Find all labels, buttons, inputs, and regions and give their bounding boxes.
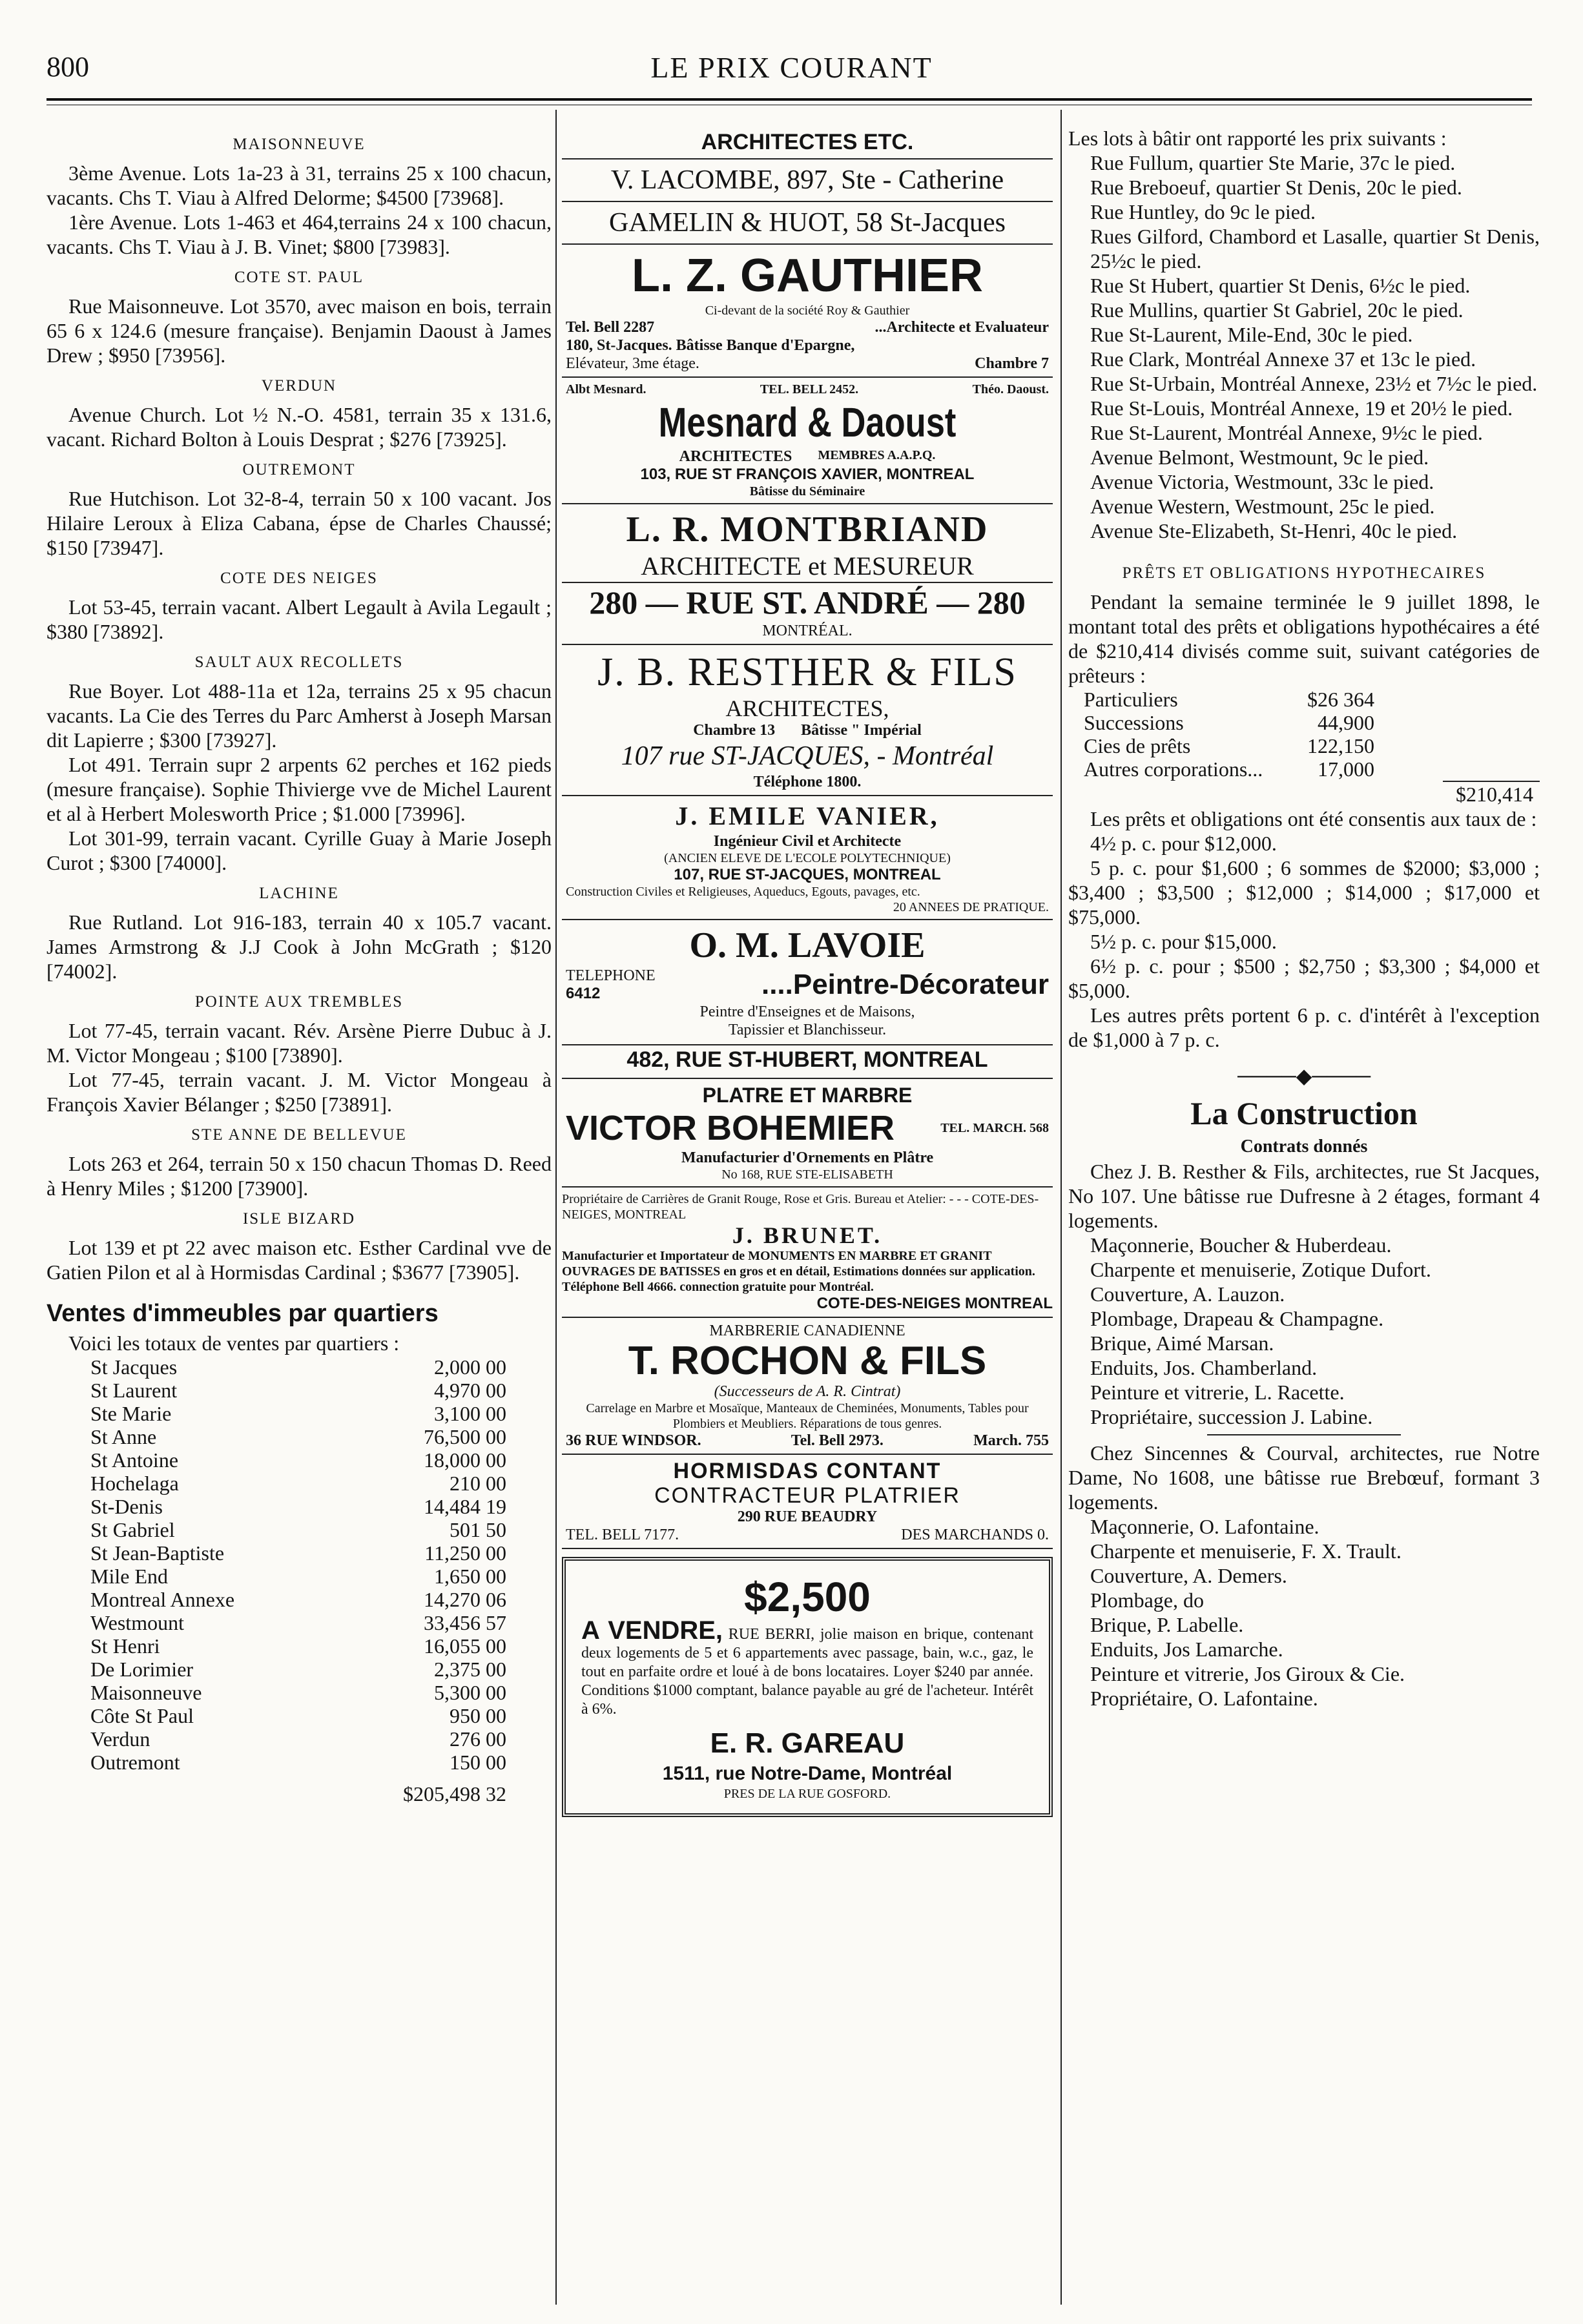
section-title: COTE ST. PAUL [234,269,364,286]
contract-entry: Couverture, A. Lauzon. [1090,1282,1285,1306]
ventes-row [47,1611,552,1634]
lot-price-entry: Rue Fullum, quartier Ste Marie, 37c le pied. [1090,151,1456,174]
montbriand-name: L. R. MONTBRIAND [626,509,989,550]
ad-rochon [562,1318,1053,1455]
contract-entry: Maçonnerie, Boucher & Huberdeau. [1090,1233,1392,1257]
mesnard-left: Albt Mesnard. [566,382,647,396]
resther-role: ARCHITECTES, [725,695,889,721]
transaction-entry: Rue Rutland. Lot 916-183, terrain 40 x 105.7 vacant. James Armstrong & J.J Cook à John McGrath ; $120 [74002]. [47,910,552,983]
lot-price-entry: Rue Breboeuf, quartier St Denis, 20c le pied. [1090,176,1462,199]
ventes-name: St Laurent [90,1379,178,1402]
rochon-desc: Carrelage en Marbre et Mosaïque, Manteaux de Cheminées, Monuments, Tables pour Plombiers et Meubliers. Réparations de tous genres. [586,1401,1029,1431]
ventes-value: 150 00 [450,1751,506,1774]
ventes-value: 4,970 00 [434,1379,506,1402]
prets-category: Successions [1084,711,1184,734]
section-title: MAISONNEUVE [233,136,366,153]
prets-title: PRÊTS ET OBLIGATIONS HYPOTHECAIRES [1122,564,1486,582]
lavoie-addr: 482, RUE ST-HUBERT, MONTREAL [562,1044,1053,1074]
ventes-name: St Henri [90,1634,160,1658]
transaction-entry: 3ème Avenue. Lots 1a-23 à 31, terrains 25 x 100 chacun, vacants. Chs T. Viau à Alfred Delorme; $4500 [73968]. [47,161,552,209]
header-rule [47,98,1532,101]
prets-value: 44,900 [1318,711,1374,734]
lot-price-entry: Avenue Belmont, Westmount, 9c le pied. [1090,446,1429,469]
lot-price-entry: Rue St-Laurent, Montréal Annexe, 9½c le pied. [1090,421,1483,444]
ventes-value: 16,055 00 [424,1634,506,1658]
lavoie-row [562,967,1053,1003]
contract-entry: Enduits, Jos Lamarche. [1090,1638,1283,1661]
ventes-name: Outremont [90,1751,180,1774]
resther-addr: 107 rue ST-JACQUES, - Montréal [621,741,994,771]
contant-role: CONTRACTEUR PLATRIER [654,1483,960,1508]
taux-entry: 6½ p. c. pour ; $500 ; $2,750 ; $3,300 ; $4,000 et $5,000. [1068,954,1540,1002]
vanier-annees: 20 ANNEES DE PRATIQUE. [893,900,1049,914]
prets-row [1084,734,1420,757]
ventes-intro: Voici les totaux de ventes par quartiers : [68,1332,400,1355]
prets-table [1084,688,1420,781]
brunet-desc: Manufacturier et Importateur de MONUMENTS EN MARBRE ET GRANIT OUVRAGES DE BATISSES en gros et en détail, Estimations données sur application. Téléphone Bell 4666. connection gratuite pour Montréal. [562,1249,1035,1294]
ventes-name: St Jean-Baptiste [90,1541,225,1565]
transaction-entry: 1ère Avenue. Lots 1-463 et 464,terrains 24 x 100 chacun, vacants. Chs T. Viau à J. B. Vinet; $800 [73983]. [47,211,552,258]
taux-intro: Les prêts et obligations ont été consentis aux taux de : [1090,807,1537,830]
ventes-value: 501 50 [450,1518,506,1541]
transaction-entry: Lot 53-45, terrain vacant. Albert Legault à Avila Legault ; $380 [73892]. [47,595,552,643]
ventes-value: 76,500 00 [424,1425,506,1448]
bohemier-tel: TEL. MARCH. 568 [940,1121,1049,1135]
ventes-row [47,1472,552,1495]
transaction-entry: Rue Hutchison. Lot 32-8-4, terrain 50 x 100 vacant. Jos Hilaire Leroux à Eliza Cabana, épse de Charles Chaussé; $150 [73947]. [47,487,552,559]
contract-entry: Plombage, Drapeau & Champagne. [1090,1307,1384,1330]
contract-entry: Brique, P. Labelle. [1090,1613,1244,1636]
ventes-name: Ste Marie [90,1402,172,1425]
bohemier-role: Manufacturier d'Ornements en Plâtre [681,1149,934,1166]
ad-vanier [562,796,1053,920]
column-2 [562,126,1053,2305]
bohemier-heading: PLATRE ET MARBRE [702,1084,913,1107]
taux-entry: 5 p. c. pour $1,600 ; 6 sommes de $2000; $3,000 ; $3,400 ; $3,500 ; $12,000 ; $14,000 ; $17,000 et $75,000. [1068,856,1540,929]
ad-gauthier [562,245,1053,378]
ventes-row [47,1588,552,1611]
contract-entry: Plombage, do [1090,1589,1204,1612]
ventes-row [47,1681,552,1704]
contrat2-list [1068,1514,1540,1711]
page-number: 800 [47,51,89,83]
section-title: SAULT AUX RECOLLETS [194,653,404,671]
column-3 [1068,126,1540,2305]
resther-chambre: Chambre 13 [693,722,776,739]
lot-price-entry: Rue St-Urbain, Montréal Annexe, 23½ et 7½c le pied. [1090,372,1538,395]
contant-row [562,1526,1053,1544]
lot-price-entry: Rues Gilford, Chambord et Lasalle, quartier St Denis, 25½c le pied. [1090,225,1540,273]
gauthier-role: ...Architecte et Evaluateur [874,319,1049,336]
transaction-entry: Avenue Church. Lot ½ N.-O. 4581, terrain 35 x 131.6, vacant. Richard Bolton à Louis Desprat ; $276 [73925]. [47,403,552,451]
prets-row [1084,688,1420,711]
contract-entry: Maçonnerie, O. Lafontaine. [1090,1515,1319,1538]
mesnard-top-row [562,382,1053,397]
taux-outro: Les autres prêts portent 6 p. c. d'intérêt à l'exception de $1,000 à 7 p. c. [1068,1003,1540,1051]
ventes-row [47,1379,552,1402]
contant-march: DES MARCHANDS 0. [901,1527,1049,1543]
lots-intro: Les lots à bâtir ont rapporté les prix suivants : [1068,127,1447,150]
transactions-list [47,132,552,1284]
prets-row [1084,757,1420,781]
architectes-heading: ARCHITECTES ETC. [562,126,1053,159]
ventes-row [47,1495,552,1518]
gauthier-addr: 180, St-Jacques. Bâtisse Banque d'Epargne, [566,337,855,354]
ad-contant [562,1455,1053,1549]
ventes-name: St Anne [90,1425,157,1448]
vanier-role: Ingénieur Civil et Architecte [713,833,902,850]
ventes-name: Mile End [90,1565,168,1588]
ventes-row [47,1565,552,1588]
ventes-name: Westmount [90,1611,184,1634]
transaction-entry: Lot 77-45, terrain vacant. Rév. Arsène Pierre Dubuc à J. M. Victor Mongeau ; $100 [73890]. [47,1019,552,1067]
ventes-row [47,1448,552,1472]
contract-entry: Propriétaire, O. Lafontaine. [1090,1687,1318,1710]
contract-entry: Peinture et vitrerie, Jos Giroux & Cie. [1090,1662,1405,1685]
prets-category: Cies de prêts [1084,734,1191,757]
ventes-value: 2,375 00 [434,1658,506,1681]
contract-entry: Peinture et vitrerie, L. Racette. [1090,1381,1345,1404]
rochon-heading: MARBRERIE CANADIENNE [709,1322,905,1339]
ventes-name: St Jacques [90,1355,178,1379]
prets-category: Particuliers [1084,688,1178,711]
transaction-entry: Lot 139 et pt 22 avec maison etc. Esther Cardinal vve de Gatien Pilon et al à Hormisdas Cardinal ; $3677 [73905]. [47,1236,552,1284]
vanier-name: J. EMILE VANIER, [675,801,940,830]
lot-price-entry: Rue Huntley, do 9c le pied. [1090,200,1316,223]
vanier-cons: Construction Civiles et Religieuses, Aqueducs, Egouts, pavages, etc. [566,885,920,899]
ventes-name: Verdun [90,1727,150,1751]
vendre-title: A VENDRE, [581,1616,723,1645]
lavoie-role: ....Peintre-Décorateur [761,969,1049,1000]
lot-price-entry: Rue Clark, Montréal Annexe 37 et 13c le pied. [1090,347,1476,371]
mesnard-members: MEMBRES A.A.P.Q. [818,448,936,462]
rochon-addr: 36 RUE WINDSOR. [566,1432,701,1449]
ad-a-vendre [562,1557,1053,1817]
ventes-value: 14,270 06 [424,1588,506,1611]
vanier-ancien: (ANCIEN ELEVE DE L'ECOLE POLYTECHNIQUE) [664,851,951,865]
ad-bohemier [562,1079,1053,1188]
bohemier-row [562,1107,1053,1149]
ventes-value: 33,456 57 [424,1611,506,1634]
ventes-total: $205,498 32 [403,1782,506,1805]
gauthier-name: L. Z. GAUTHIER [632,250,983,302]
brunet-name: J. BRUNET. [732,1222,883,1248]
section-title: ISLE BIZARD [242,1210,356,1228]
lavoie-tel-block [566,967,656,1003]
vendre-addr: 1511, rue Notre-Dame, Montréal [662,1763,953,1784]
gauthier-tel: Tel. Bell 2287 [566,319,655,336]
mesnard-bat: Bâtisse du Séminaire [749,484,865,499]
gauthier-chambre: Chambre 7 [975,355,1049,372]
montbriand-role: ARCHITECTE et MESUREUR [641,551,974,581]
ventes-value: 1,650 00 [434,1565,506,1588]
gauthier-elev: Elévateur, 3me étage. [566,355,699,372]
section-title: OUTREMONT [242,461,356,478]
transaction-entry: Lot 491. Terrain supr 2 arpents 62 perches et 162 pieds (mesure française). Sophie Thivierge vve de Michel Laurent et al à Herbert Molesworth Price ; $1.000 [73996]. [47,753,552,825]
taux-list [1068,831,1540,1003]
ventes-row [47,1541,552,1565]
rochon-row [562,1432,1053,1450]
contract-entry: Couverture, A. Demers. [1090,1564,1287,1587]
ventes-name: Hochelaga [90,1472,179,1495]
resther-row [562,721,1053,739]
montbriand-addr: 280 — RUE ST. ANDRÉ — 280 [562,582,1053,622]
lots-list [1068,150,1540,543]
contract-entry: Brique, Aimé Marsan. [1090,1332,1274,1355]
ventes-value: 276 00 [450,1727,506,1751]
brunet-intro: Propriétaire de Carrières de Granit Rouge, Rose et Gris. Bureau et Atelier: - - - COTE-DES-NEIGES, MONTREAL [562,1192,1039,1222]
mesnard-role: ARCHITECTES [679,448,792,465]
lavoie-tel-num: 6412 [566,985,601,1002]
column-divider-2 [1061,110,1062,2305]
lot-price-entry: Rue St-Louis, Montréal Annexe, 19 et 20½ le pied. [1090,396,1513,420]
ventes-value: 950 00 [450,1704,506,1727]
ad-lavoie [562,920,1053,1079]
contant-name: HORMISDAS CONTANT [673,1459,942,1483]
rochon-name: T. ROCHON & FILS [628,1339,987,1383]
prets-category: Autres corporations... [1084,757,1263,781]
bohemier-name: VICTOR BOHEMIER [566,1109,895,1147]
section-title: VERDUN [261,377,337,395]
lavoie-desc1: Peintre d'Enseignes et de Maisons, [699,1003,915,1020]
ventes-value: 11,250 00 [424,1541,506,1565]
ad-brunet [562,1188,1053,1318]
mesnard-role-row [562,447,1053,466]
montbriand-city: MONTRÉAL. [762,622,853,639]
lot-price-entry: Avenue Victoria, Westmount, 33c le pied. [1090,470,1434,493]
ventes-name: Maisonneuve [90,1681,202,1704]
prets-row [1084,711,1420,734]
ventes-table [47,1355,552,1774]
ventes-value: 210 00 [450,1472,506,1495]
ventes-row [47,1634,552,1658]
lavoie-desc2: Tapissier et Blanchisseur. [728,1022,887,1038]
resther-tel: Téléphone 1800. [753,774,862,790]
ventes-value: 2,000 00 [434,1355,506,1379]
ventes-title: Ventes d'immeubles par quartiers [47,1300,439,1327]
lot-price-entry: Rue Mullins, quartier St Gabriel, 20c le pied. [1090,298,1464,322]
vendre-price: $2,500 [744,1574,871,1620]
lot-price-entry: Rue St Hubert, quartier St Denis, 6½c le pied. [1090,274,1471,297]
ventes-name: St Antoine [90,1448,179,1472]
ad-mesnard [562,378,1053,504]
contract-entry: Charpente et menuiserie, F. X. Trault. [1090,1539,1402,1563]
prets-value: $26 364 [1307,688,1374,711]
section-title: COTE DES NEIGES [220,570,378,587]
section-title: POINTE AUX TREMBLES [194,993,404,1011]
ventes-row [47,1751,552,1774]
vendre-body [581,1616,1033,1719]
ventes-value: 5,300 00 [434,1681,506,1704]
section-title: STE ANNE DE BELLEVUE [191,1126,407,1144]
rochon-tel: Tel. Bell 2973. [791,1432,884,1449]
ventes-name: Côte St Paul [90,1704,194,1727]
vendre-pres: PRES DE LA RUE GOSFORD. [723,1787,891,1801]
ventes-name: St Gabriel [90,1518,175,1541]
column-1 [47,126,552,2305]
mesnard-addr: 103, RUE ST FRANÇOIS XAVIER, MONTREAL [640,466,975,483]
resther-bat: Bâtisse " Impérial [801,722,922,739]
contrat1-intro: Chez J. B. Resther & Fils, architectes, rue St Jacques, No 107. Une bâtisse rue Dufresne à 2 étages, formant 4 logements. [1068,1160,1540,1232]
contract-entry: Propriétaire, succession J. Labine. [1090,1405,1373,1428]
lot-price-entry: Rue St-Laurent, Mile-End, 30c le pied. [1090,323,1413,346]
transaction-entry: Rue Maisonneuve. Lot 3570, avec maison en bois, terrain 65 6 x 124.6 (mesure française). Benjamin Daoust à James Drew ; $950 [73956]. [47,294,552,367]
prets-intro: Pendant la semaine terminée le 9 juillet 1898, le montant total des prêts et obligations hypothécaires a été de $210,414 divisés comme suit, suivant catégories de prêteurs : [1068,590,1540,687]
taux-entry: 4½ p. c. pour $12,000. [1090,832,1277,855]
ventes-row [47,1355,552,1379]
ventes-value: 18,000 00 [424,1448,506,1472]
transaction-entry: Lots 263 et 264, terrain 50 x 150 chacun Thomas D. Reed à Henry Miles ; $1200 [73900]. [47,1152,552,1200]
contract-entry: Charpente et menuiserie, Zotique Dufort. [1090,1258,1431,1281]
ventes-value: 14,484 19 [424,1495,506,1518]
construction-title: La Construction [1190,1095,1418,1131]
ventes-row [47,1425,552,1448]
resther-name: J. B. RESTHER & FILS [597,650,1017,694]
ad-montbriand [562,504,1053,645]
brunet-city: COTE-DES-NEIGES MONTREAL [816,1295,1053,1312]
ventes-value: 3,100 00 [434,1402,506,1425]
rochon-march: March. 755 [973,1432,1049,1449]
ventes-row [47,1704,552,1727]
gauthier-elev-row [562,355,1053,373]
ventes-row [47,1658,552,1681]
ventes-name: Montreal Annexe [90,1588,235,1611]
transaction-entry: Lot 301-99, terrain vacant. Cyrille Guay à Marie Joseph Curot ; $300 [74000]. [47,827,552,874]
ad-lacombe: V. LACOMBE, 897, Ste - Catherine [562,159,1053,202]
ad-resther [562,645,1053,796]
gauthier-tel-row [562,318,1053,336]
column-divider-1 [555,110,557,2305]
mesnard-tel: TEL. BELL 2452. [760,382,859,396]
lot-price-entry: Avenue Western, Westmount, 25c le pied. [1090,495,1435,518]
mesnard-right: Théo. Daoust. [972,382,1049,396]
page-title: LE PRIX COURANT [650,51,933,84]
vanier-addr: 107, RUE ST-JACQUES, MONTREAL [674,866,941,883]
rochon-succ: (Successeurs de A. R. Cintrat) [714,1383,901,1400]
gauthier-sub: Ci-devant de la société Roy & Gauthier [705,303,910,318]
contrat1-list [1068,1233,1540,1429]
ventes-name: De Lorimier [90,1658,194,1681]
ornament-divider: ────◆──── [1237,1064,1371,1087]
ventes-name: St-Denis [90,1495,163,1518]
contant-tel: TEL. BELL 7177. [566,1527,679,1543]
ventes-row [47,1518,552,1541]
ad-gamelin: GAMELIN & HUOT, 58 St-Jacques [562,202,1053,245]
mesnard-name: Mesnard & Daoust [658,399,957,446]
bohemier-addr: No 168, RUE STE-ELISABETH [721,1167,893,1182]
vendre-agent: E. R. GAREAU [710,1727,905,1759]
section-title: LACHINE [259,885,339,902]
contrats-title: Contrats donnés [1240,1136,1368,1157]
transaction-entry: Lot 77-45, terrain vacant. J. M. Victor Mongeau à François Xavier Bélanger ; $250 [73891]. [47,1068,552,1116]
prets-total: $210,414 [1443,781,1540,807]
page-header [0,50,1583,89]
ventes-row [47,1402,552,1425]
lot-price-entry: Avenue Ste-Elizabeth, St-Henri, 40c le pied. [1090,519,1458,542]
lavoie-name: O. M. LAVOIE [689,925,926,965]
taux-entry: 5½ p. c. pour $15,000. [1090,930,1277,953]
vendre-text: RUE BERRI, jolie maison en brique, contenant deux logements de 5 et 6 appartements avec passage, bain, w.c., gaz, le tout en parfaite ordre et loué à de bons locataires. Loyer $240 par année. Conditions $1000 comptant, balance payable au gré de l'acheteur. Intérêt à 6%. [581,1626,1033,1718]
transaction-entry: Rue Boyer. Lot 488-11a et 12a, terrains 25 x 95 chacun vacants. La Cie des Terres du Parc Amherst à Joseph Marsan dit Lapierre ; $300 [73927]. [47,679,552,752]
contrat-divider [1207,1434,1401,1435]
ventes-row [47,1727,552,1751]
prets-value: 17,000 [1318,757,1374,781]
contrat2-intro: Chez Sincennes & Courval, architectes, rue Notre Dame, No 1608, une bâtisse rue Brebœuf, formant 3 logements. [1068,1441,1540,1514]
contract-entry: Enduits, Jos. Chamberland. [1090,1356,1318,1379]
lavoie-tel-label: TELEPHONE [566,967,656,984]
contant-addr: 290 RUE BEAUDRY [737,1508,878,1525]
prets-value: 122,150 [1307,734,1374,757]
